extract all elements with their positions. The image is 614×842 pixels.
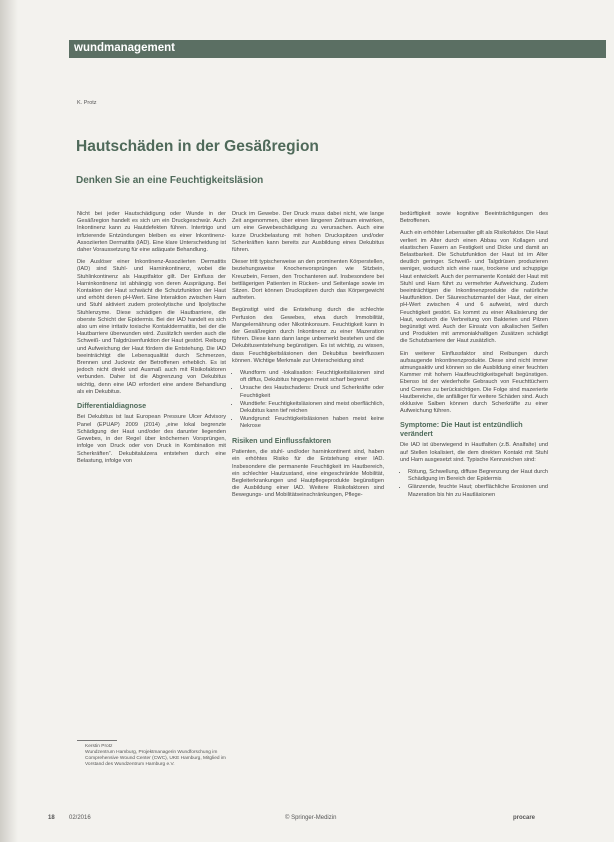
body-paragraph: Die IAD ist überwiegend in Hautfalten (z.B. Analfalte) und auf Stellen lokalisiert, die dem direkten Kontakt mit Stuhl und Harn ausgesetzt sind. Typische Kennzeichen sind:: [400, 442, 548, 463]
body-paragraph: Bei Dekubitus ist laut European Pressure Ulcer Advisory Panel (EPUAP) 2009 (2014) „eine lokal begrenzte Schädigung der Haut und/oder des darunter liegenden Gewebes, in der Regel über knöchernen Vorsprüngen, infolge von Druck oder von Druck in Kombination mit Scherkräften“. Dekubitalulzera entstehen durch eine Belastung, infolge von: [77, 414, 226, 464]
body-paragraph: Ein weiterer Einflussfaktor sind Reibungen durch aufsaugende Inkontinenzprodukte. Diese sind nicht immer atmungsaktiv und können so die Ausbildung einer feuchten Kammer mit hohem Hautfeuchtigkeitsgehalt begünstigen. Ebenso ist der wiederholte Gebrauch von Feuchttüchern und Cremes zu berücksichtigen. Die Folge sind mazerierte Hautbereiche, die anfälliger für weitere Schäden sind. Auch okklusive Salben können durch Scherkräfte zu einer Aufweichung führen.: [400, 350, 548, 415]
list-item: • Wundtiefe: Feuchtigkeitsläsionen sind meist oberflächlich, Dekubitus kann tief reichen: [240, 401, 384, 415]
body-paragraph: Dieser tritt typischerweise an den prominenten Körperstellen, beziehungsweise Knochenvorsprüngen wie Sitzbein, Kreuzbein, Fersen, den Trochanteren auf. Insbesondere bei bettlägerigen Patienten in Rücken- und Seitenlage sowie im Sitzen. Dort können Druckspitzen durch das Körpergewicht auftreten.: [232, 259, 384, 302]
text-column-3: [400, 211, 548, 504]
intro-paragraph: Nicht bei jeder Hautschädigung oder Wunde in der Gesäßregion handelt es sich um ein Druckgeschwür. Auch Inkontinenz kann zu Hautdefekten führen. Intertrigo und infizierende Entzündungen bleiben es einer Inkontinenz-Assoziierten Dermatitis (IAD). Eine klare Unterscheidung ist daher Voraussetzung für eine adäquate Behandlung.: [77, 211, 226, 254]
binding-shadow: [0, 0, 18, 842]
body-paragraph: Auch ein erhöhter Lebensalter gilt als Risikofaktor. Die Haut verliert im Alter durch einen Abbau von Kollagen und elastischen Fasern an Festigkeit und Dicke und damit an Belastbarkeit. Die Schutzfunktion der Haut ist im Alter deutlich geringer. Schweiß- und Talgdrüsen produzieren weniger, wodurch sich eine raue, trockene und schuppige Haut entwickelt. Auch der permanente Kontakt der Haut mit Stuhl und Harn führt zu vermehrter Aufweichung. Zudem beeinträchtigen die Inkontinenzprodukte die natürliche Hautfunktion. Der Säureschutzmantel der Haut, der einen pH-Wert zwischen 4 und 6 aufweist, wird durch Feuchtigkeit gestört. Es kommt zu einer Alkalisierung der Haut, wodurch die Verbreitung von Bakterien und Pilzen begünstigt wird. Auch der Einsatz von alkalischen Seifen und Produkten mit ammoniakhaltigen Zusätzen schädigt die Schutzbarriere der Haut zusätzlich.: [400, 230, 548, 345]
section-heading-differential: Differentialdiagnose: [77, 401, 147, 411]
list-item: • Rötung, Schwellung, diffuse Begrenzung der Haut durch Schädigung im Bereich der Epidermis: [408, 469, 548, 483]
author-footnote: [77, 740, 226, 768]
journal-brand: procare: [513, 815, 536, 821]
article-title: Hautschäden in der Gesäßregion: [76, 138, 319, 155]
bullet-list: [400, 469, 548, 499]
issue-label: 02/2016: [69, 815, 91, 821]
section-banner: [69, 40, 606, 58]
bullet-list: [232, 370, 384, 431]
footnote-affiliation: Wundzentrum Hamburg, Projektmanagerin Wundforschung im Comprehensive Wound Center (CWC), UKE Hamburg, Mitglied im Vorstand des Wundzentrum Hamburg e.V.: [85, 750, 226, 767]
body-paragraph: Patienten, die stuhl- und/oder harninkontinent sind, haben ein erhöhtes Risiko für die Entstehung einer IAD. Insbesondere die permanente Feuchtigkeit im Hautbereich, ein schlechter Hautzustand, eine eingeschränkte Mobilität, Begleiterkrankungen und Hautpflegeprodukte begünstigen die Ausbildung einer IAD. Weitere Risikofaktoren sind Bewegungs- und Mobilitätseinschränkungen, Pflege-: [232, 449, 384, 499]
section-label: wundmanagement: [74, 42, 175, 54]
section-heading-risks: Risiken und Einflussfaktoren: [232, 435, 332, 445]
body-paragraph: bedürftigkeit sowie kognitive Beeinträchtigungen des Betroffenen.: [400, 211, 548, 225]
article-subtitle: Denken Sie an eine Feuchtigkeitsläsion: [76, 175, 264, 186]
body-paragraph: Die Auslöser einer Inkontinenz-Assoziierten Dermatitis (IAD) sind Stuhl- und Harninkontinenz, wobei die Stuhlinkontinenz als Hauptfaktor gilt. Der Einfluss der Harninkontinenz ist abhängig von deren Ausprägung. Bei Kontakten der Haut schwächt die Schutzfunktion der Haut und erhöht deren pH-Wert. Eine Interaktion zwischen Harn und Stuhl aktiviert zudem proteolytische und lipolytische Stuhlenzyme. Diese schädigen die Hautbarriere, die oberste Schicht der Epidermis. Bei der IAD handelt es sich also um eine irritativ toxische Kontaktdermatitis, bei der die Hautbarriere überwunden wird. Zusätzlich werden auch die Schweiß- und Talgdrüsenfunktion der Haut gestört. Reibung und Aufweichung der Haut fördern die Entstehung. Die IAD beeinträchtigt die Lebensqualität durch Schmerzen, Brennen und Juckreiz der Betroffenen erheblich. Es ist jedoch nicht direkt und Ausmaß auch mit Risikofaktoren verbunden. Daher ist die Abgrenzung von Dekubitus wichtig, denn eine IAD erfordert eine andere Behandlung als ein Dekubitus.: [77, 259, 226, 395]
text-column-1: [77, 211, 226, 470]
publisher-credit: © Springer-Medizin: [285, 815, 337, 821]
footnote-name: Kerstin Protz: [85, 744, 113, 749]
list-item: • Glänzende, feuchte Haut; oberflächliche Erosionen und Mazeration bis hin zu Hautläsionen: [408, 484, 548, 498]
body-paragraph: Druck im Gewebe. Der Druck muss dabei nicht, wie lange Zeit angenommen, über einen längeren Zeitraum einwirken, um eine Gewebeschädigung zu verursachen. Auch eine kurze Druckbelastung mit hohen Druckspitzen und/oder Scherkräften kann bereits zur Ausbildung eines Dekubitus führen.: [232, 211, 384, 254]
text-column-2: [232, 211, 384, 505]
list-item: • Ursache des Hautschadens: Druck und Scherkräfte oder Feuchtigkeit: [240, 385, 384, 399]
list-item: • Wundgrund: Feuchtigkeitsläsionen haben meist keine Nekrose: [240, 416, 384, 430]
section-heading-symptoms: Symptome: Die Haut ist entzündlich verändert: [400, 420, 523, 438]
footnote-divider: [77, 740, 117, 741]
author-line: K. Protz: [77, 100, 97, 106]
page-number: 18: [48, 815, 55, 821]
list-item: • Wundform und -lokalisation: Feuchtigkeitsläsionen sind oft diffus, Dekubitus hingegen meist scharf begrenzt: [240, 370, 384, 384]
body-paragraph: Begünstigt wird die Entstehung durch die schlechte Perfusion des Gewebes, etwa durch Immobilität, Mangelernährung oder Nikotinkonsum. Feuchtigkeit kann in der Gesäßregion durch Inkontinenz zu einer Mazeration führen. Diese kann dann lange unbemerkt bestehen und die Dekubitusentstehung begünstigen. Es ist wichtig, zu wissen, dass Feuchtigkeitsläsionen den Dekubitus beeinflussen können. Wichtige Merkmale zur Unterscheidung sind:: [232, 307, 384, 364]
